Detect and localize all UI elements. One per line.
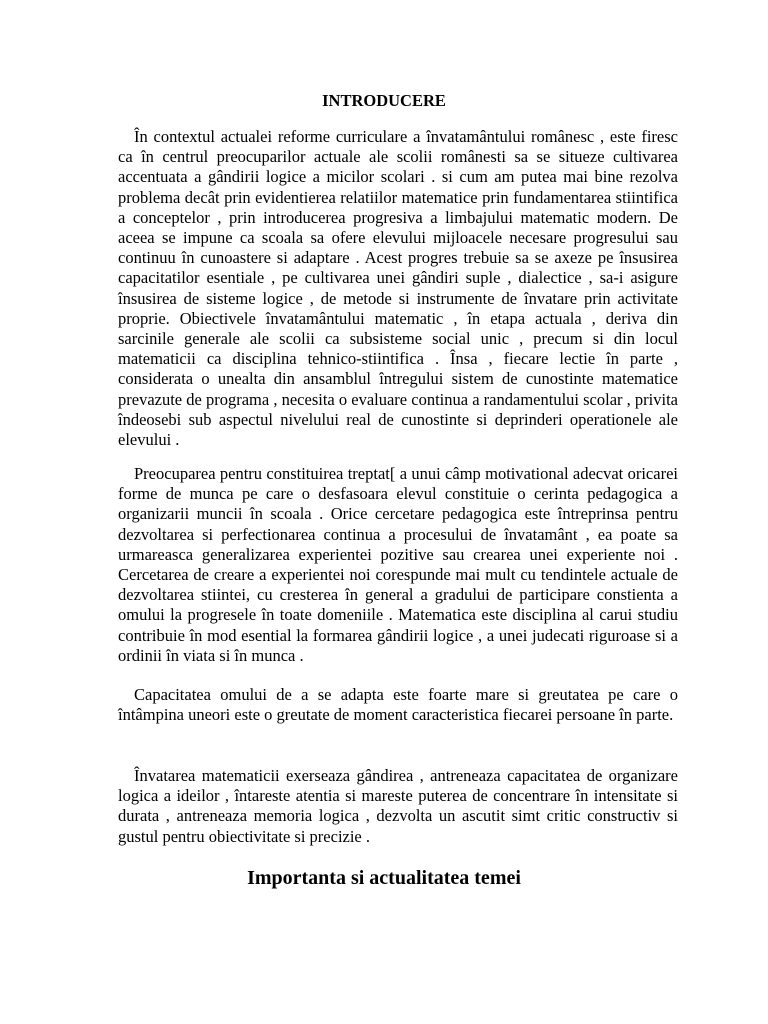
section-subheading: Importanta si actualitatea temei [247,867,521,889]
page-heading: INTRODUCERE [322,91,446,110]
paragraph-2: Preocuparea pentru constituirea treptat[ a unui câmp motivational adecvat oricarei forme de munca pe care o desfasoara elevul constituie o cerinta pedagogica a organizarii muncii în scoala . Orice cercetare pedagogica este întreprinsa pentru dezvoltarea si perfectionarea continua a procesului de învatamânt , ea poate sa urmareasca generalizarea experientei pozitive sau crearea unei experiente noi . Cercetarea de creare a experientei noi corespunde mai mult cu tendintele actuale de dezvoltarea stiintei, cu cresterea în general a gradului de participare constienta a omului la progresele în toate domeniile . Matematica este disciplina al carui studiu contribuie în mod esential la formarea gândirii logice , a unei judecati riguroase si a ordinii în viata si în munca . [118,464,678,665]
paragraph-3: Capacitatea omului de a se adapta este foarte mare si greutatea pe care o întâmpina uneori este o greutate de moment caracteristica fiecarei persoane în parte. [118,685,678,725]
paragraph-4: Învatarea matematicii exerseaza gândirea , antreneaza capacitatea de organizare logica a ideilor , întareste atentia si mareste puterea de concentrare în intensitate si durata , antreneaza memoria logica , dezvolta un ascutit simt critic constructiv si gustul pentru obiectivitate si precizie . [118,766,678,846]
paragraph-1: În contextul actualei reforme curriculare a învatamântului românesc , este firesc ca în centrul preocuparilor actuale ale scolii românesti sa se situeze cultivarea accentuata a gândirii logice a micilor scolari . si cum am putea mai bine rezolva problema decât prin evidentierea relatiilor matematice prin fundamentarea stiintifica a conceptelor , prin introducerea progresiva a limbajului matematic modern. De aceea se impune ca scoala sa ofere elevului mijloacele necesare progresului sau continuu în cunoastere si adaptare . Acest progres trebuie sa se axeze pe însusirea capacitatilor esentiale , pe cultivarea unei gândiri suple , dialectice , sa-i asigure însusirea de sisteme logice , de metode si instrumente de învatare prin activitate proprie. Obiectivele învatamântului matematic , în etapa actuala , deriva din sarcinile generale ale scolii ca subsisteme social unic , precum si din locul matematicii ca disciplina tehnico-stiintifica . Însa , fiecare lectie în parte , considerata o unealta din ansamblul întregului sistem de cunostinte matematice prevazute de programa , necesita o evaluare continua a randamentului scolar , privita îndeosebi sub aspectul nivelului real de cunostinte si deprinderi operationele ale elevului . [118,127,678,450]
